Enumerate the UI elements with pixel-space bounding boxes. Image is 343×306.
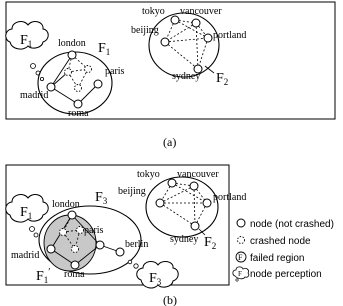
node-vancouver-a — [192, 19, 200, 27]
label-vancouver-a: vancouver — [180, 6, 222, 17]
node-madrid-b — [47, 245, 55, 253]
node-roma-b — [71, 261, 79, 269]
node-perception-cloud-b2 — [128, 260, 178, 288]
label-paris-a: paris — [105, 66, 125, 77]
label-portland-b: portland — [213, 192, 247, 203]
node-london-a — [68, 51, 76, 59]
failed-region-f2-a — [149, 13, 219, 77]
region-label-f2-b: $F_2$ — [204, 235, 217, 251]
node-paris-a — [94, 80, 102, 88]
crashed-node-b2 — [77, 227, 84, 234]
label-paris-b: paris — [84, 225, 104, 236]
edges-cluster2-a — [165, 20, 208, 69]
node-perception-cloud-b1 — [6, 195, 49, 237]
cloud2-label-b: $F_3$ — [149, 271, 162, 287]
node-paris-b — [96, 241, 104, 249]
cloud1-label-b: $F_1$ — [20, 205, 33, 221]
legend-node-label: node (not crashed) — [250, 219, 334, 230]
node-sydney-b — [191, 222, 199, 230]
crashed-node-a1 — [65, 69, 72, 76]
region-label-f3-b: $F_3$ — [95, 190, 108, 206]
cloud-label-a: $F_1$ — [20, 33, 33, 49]
label-sydney-a: sydney — [172, 71, 201, 82]
label-london-b: london — [52, 199, 80, 210]
label-portland-a: portland — [213, 30, 247, 41]
label-beijing-b: beijing — [118, 186, 146, 197]
node-roma-a — [74, 100, 82, 108]
node-portland-a — [204, 34, 212, 42]
panel-a-frame — [6, 2, 335, 119]
caption-b: (b) — [163, 293, 177, 306]
nodes-cluster2-b — [156, 179, 211, 230]
caption-a: (a) — [163, 135, 177, 149]
node-portland-b — [203, 199, 211, 207]
legend-crashed-icon — [238, 237, 245, 244]
label-london-a: london — [58, 38, 86, 49]
edges-cluster2-b — [160, 183, 207, 226]
region-label-f2-a: $F_2$ — [216, 71, 229, 87]
region-label-f1-a: $F_1$ — [98, 41, 111, 57]
node-beijing-a — [161, 38, 169, 46]
label-madrid-b: madrid — [11, 250, 40, 261]
legend — [233, 219, 334, 281]
legend-perception-icon — [233, 267, 249, 281]
label-sydney-b: sydney — [170, 234, 199, 245]
legend-perception-symbol: F — [238, 270, 242, 278]
label-roma-b: roma — [64, 269, 85, 280]
panel-a — [6, 2, 335, 149]
legend-node-icon — [237, 219, 245, 227]
label-roma-a: roma — [68, 108, 89, 119]
node-tokyo-b — [168, 179, 176, 187]
nodes-cluster1-a — [47, 51, 102, 108]
crashed-node-b3 — [72, 246, 79, 253]
node-perception-cloud-a — [6, 22, 49, 81]
node-vancouver-b — [190, 182, 198, 190]
crashed-node-b1 — [60, 229, 67, 236]
region-label-f1-prime-b: $F_1'$ — [36, 267, 51, 285]
legend-failed-label: failed region — [250, 253, 305, 264]
crashed-node-a2 — [85, 66, 92, 73]
crashed-node-a3 — [75, 85, 82, 92]
legend-failed-symbol: F — [238, 253, 243, 262]
label-madrid-a: madrid — [20, 90, 49, 101]
node-tokyo-a — [171, 16, 179, 24]
edges-cluster1-solid-a — [51, 55, 98, 104]
nodes-cluster2-a — [161, 16, 212, 73]
failed-region-f1-prime-b — [44, 215, 96, 271]
label-tokyo-b: tokyo — [137, 169, 160, 180]
node-beijing-b — [156, 199, 164, 207]
label-tokyo-a: tokyo — [142, 6, 165, 17]
panel-b — [6, 165, 334, 306]
node-berlin-b — [116, 248, 124, 256]
label-beijing-a: beijing — [131, 25, 159, 36]
node-london-b — [68, 211, 76, 219]
legend-perception-label: node perception — [250, 269, 322, 280]
label-vancouver-b: vancouver — [177, 169, 219, 180]
label-berlin-b: berlin — [125, 239, 149, 250]
legend-crashed-label: crashed node — [250, 236, 311, 247]
